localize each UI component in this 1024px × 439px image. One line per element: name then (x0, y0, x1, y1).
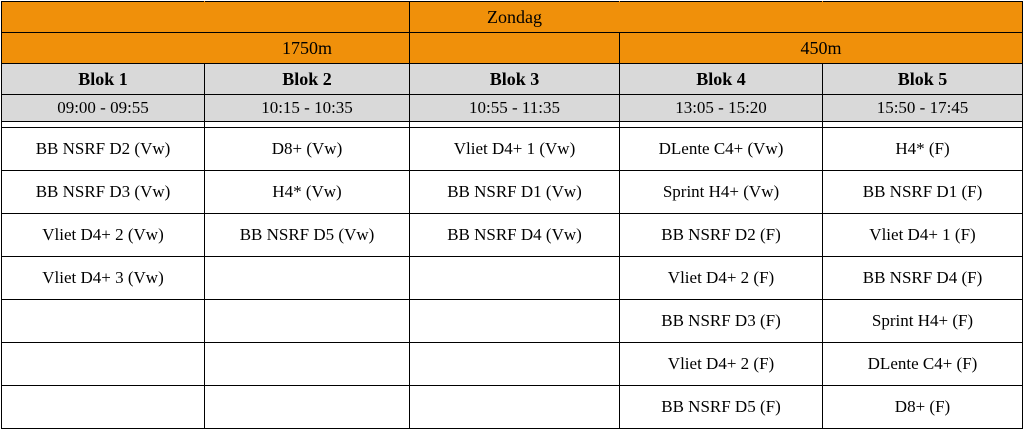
race-cell: BB NSRF D1 (F) (823, 171, 1023, 214)
day-header-row (2, 2, 1023, 33)
race-cell (2, 343, 205, 386)
race-cell: H4* (Vw) (205, 171, 410, 214)
race-cell: Vliet D4+ 2 (Vw) (2, 214, 205, 257)
race-cell: BB NSRF D1 (Vw) (410, 171, 620, 214)
race-cell: Vliet D4+ 1 (F) (823, 214, 1023, 257)
race-cell: BB NSRF D2 (F) (620, 214, 823, 257)
race-cell: Vliet D4+ 3 (Vw) (2, 257, 205, 300)
table-row (2, 386, 1023, 429)
race-cell: BB NSRF D3 (F) (620, 300, 823, 343)
race-cell: DLente C4+ (F) (823, 343, 1023, 386)
race-cell: Sprint H4+ (Vw) (620, 171, 823, 214)
race-cell (410, 257, 620, 300)
race-cell: DLente C4+ (Vw) (620, 128, 823, 171)
race-cell (410, 300, 620, 343)
table-row (2, 257, 1023, 300)
race-cell (410, 343, 620, 386)
race-cell (205, 257, 410, 300)
table-row (2, 300, 1023, 343)
race-cell: Vliet D4+ 1 (Vw) (410, 128, 620, 171)
race-cell: BB NSRF D5 (F) (620, 386, 823, 429)
block-5-name: Blok 5 (823, 64, 1023, 95)
distance-cell-empty (2, 33, 205, 64)
day-header-cell-empty (2, 2, 205, 33)
race-cell (205, 300, 410, 343)
block-time-row (2, 95, 1023, 122)
race-cell (410, 386, 620, 429)
table-row (2, 214, 1023, 257)
day-title: Zondag (410, 2, 620, 33)
table-row (2, 171, 1023, 214)
race-cell: Vliet D4+ 2 (F) (620, 257, 823, 300)
race-cell: BB NSRF D3 (Vw) (2, 171, 205, 214)
day-header-cell-empty (823, 2, 1023, 33)
schedule-table (1, 1, 1023, 429)
block-1-name: Blok 1 (2, 64, 205, 95)
block-2-time: 10:15 - 10:35 (205, 95, 410, 122)
race-cell: BB NSRF D2 (Vw) (2, 128, 205, 171)
race-cell: BB NSRF D4 (F) (823, 257, 1023, 300)
distance-450: 450m (620, 33, 1023, 64)
race-cell (205, 386, 410, 429)
race-cell (2, 300, 205, 343)
block-3-time: 10:55 - 11:35 (410, 95, 620, 122)
race-cell: BB NSRF D4 (Vw) (410, 214, 620, 257)
race-cell: Sprint H4+ (F) (823, 300, 1023, 343)
race-cell (205, 343, 410, 386)
race-cell: BB NSRF D5 (Vw) (205, 214, 410, 257)
distance-row (2, 33, 1023, 64)
distance-cell-empty (410, 33, 620, 64)
block-4-time: 13:05 - 15:20 (620, 95, 823, 122)
day-header-cell-empty (205, 2, 410, 33)
day-header-cell-empty (620, 2, 823, 33)
block-3-name: Blok 3 (410, 64, 620, 95)
race-cell: H4* (F) (823, 128, 1023, 171)
block-2-name: Blok 2 (205, 64, 410, 95)
race-cell: D8+ (Vw) (205, 128, 410, 171)
race-cell: Vliet D4+ 2 (F) (620, 343, 823, 386)
table-row (2, 128, 1023, 171)
block-name-row (2, 64, 1023, 95)
block-4-name: Blok 4 (620, 64, 823, 95)
table-row (2, 343, 1023, 386)
distance-1750: 1750m (205, 33, 410, 64)
race-cell: D8+ (F) (823, 386, 1023, 429)
race-cell (2, 386, 205, 429)
block-5-time: 15:50 - 17:45 (823, 95, 1023, 122)
block-1-time: 09:00 - 09:55 (2, 95, 205, 122)
